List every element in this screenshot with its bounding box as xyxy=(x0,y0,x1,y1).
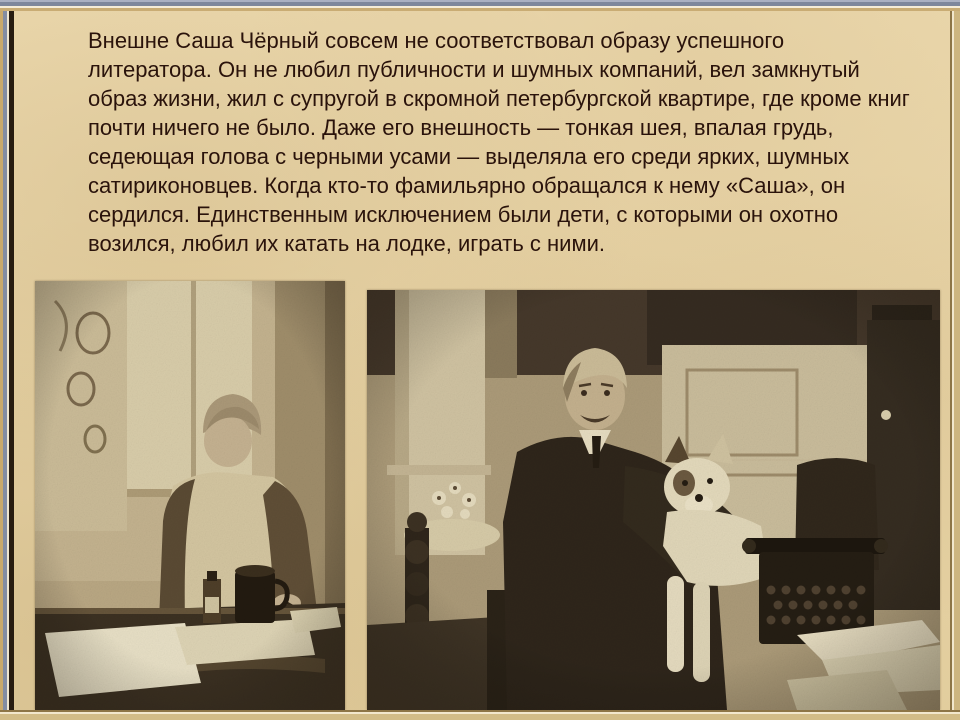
slide-border-left xyxy=(0,0,14,720)
slide-border-top xyxy=(0,0,960,11)
slide-border-right xyxy=(947,0,960,720)
slide-paragraph: Внешне Саша Чёрный совсем не соответствовал образу успешного литератора. Он не любил публичности и шумных компаний, вел замкнутый образ жизни, жил с супругой в скромной петербургской квартире, где кроме книг почти ничего не было. Даже его внешность — тонкая шея, впалая грудь, седеющая голова с черными усами — выделяла его среди ярких, шумных сатириконовцев. Когда кто-то фамильярно обращался к нему «Саша», он сердился. Единственным исключением были дети, с которыми он охотно возился, любил их катать на лодке, играть с ними. xyxy=(88,28,910,256)
sepia-photo-illustration-right xyxy=(367,290,940,710)
photo-man-with-dog-at-typewriter xyxy=(367,290,940,710)
photo-man-writing-at-desk xyxy=(35,281,345,710)
sepia-photo-illustration-left xyxy=(35,281,345,710)
